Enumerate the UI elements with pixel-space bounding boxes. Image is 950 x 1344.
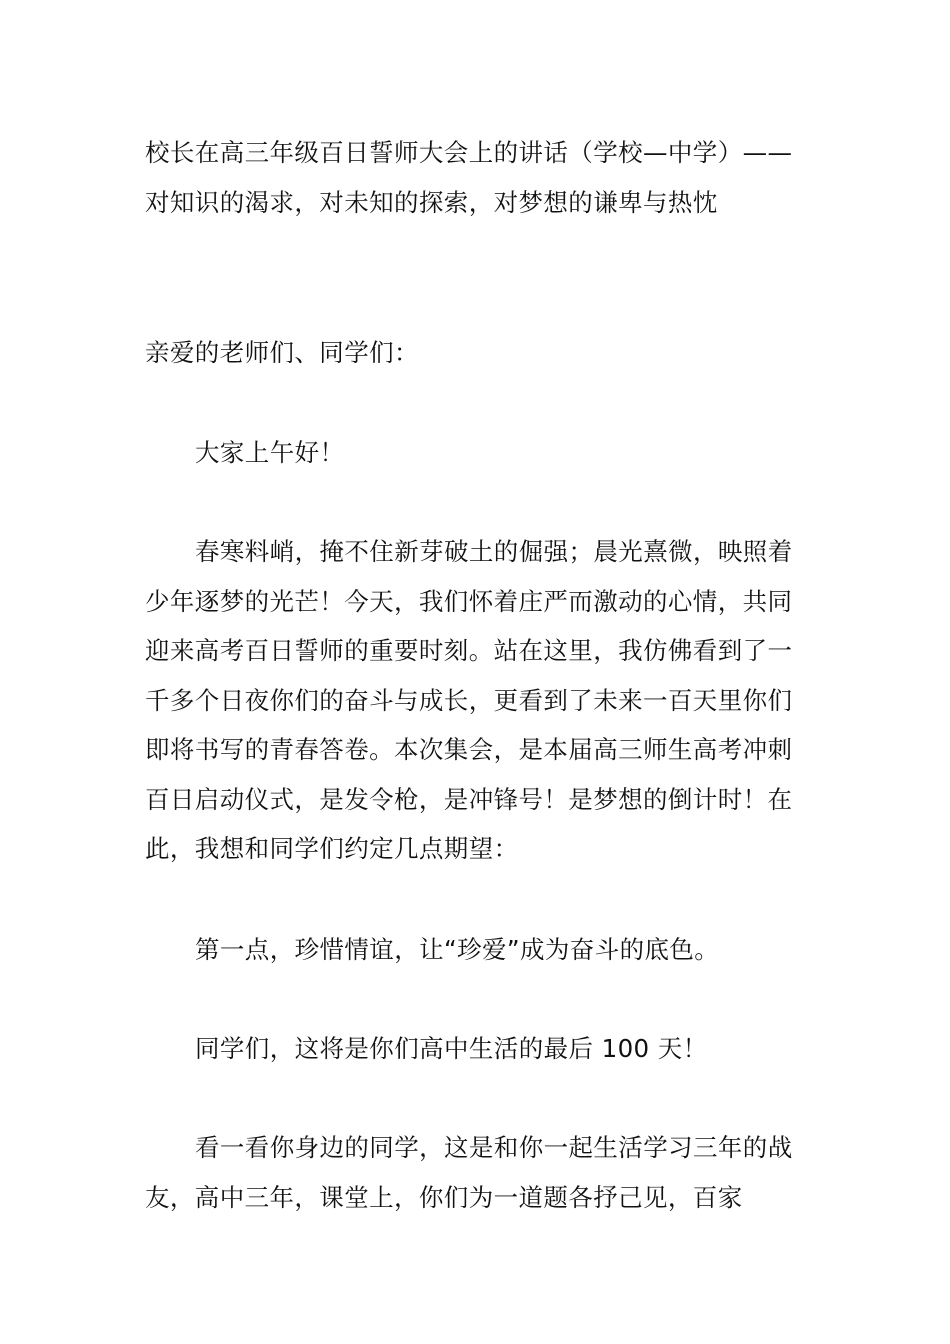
paragraph-classmates: 看一看你身边的同学，这是和你一起生活学习三年的战友，高中三年，课堂上，你们为一道题各抒己见，百家	[145, 1133, 793, 1212]
paragraph-last-100-days: 同学们，这将是你们高中生活的最后 100 天！	[195, 1034, 708, 1063]
paragraph-point-one: 第一点，珍惜情谊，让“珍爱”成为奋斗的底色。	[195, 935, 720, 964]
paragraph-opening: 春寒料峭，掩不住新芽破土的倔强；晨光熹微，映照着少年逐梦的光芒！今天，我们怀着庄严而激动的心情，共同迎来高考百日誓师的重要时刻。站在这里，我仿佛看到了一千多个日夜你们的奋斗与成长，更看到了未来一百天里你们即将书写的青春答卷。本次集会，是本届高三师生高考冲刺百日启动仪式，是发令枪，是冲锋号！是梦想的倒计时！在此，我想和同学们约定几点期望：	[145, 537, 793, 863]
paragraph-greeting: 大家上午好！	[195, 438, 345, 467]
salutation: 亲爱的老师们、同学们：	[145, 338, 419, 367]
document-title: 校长在高三年级百日誓师大会上的讲话（学校—中学）——对知识的渴求，对未知的探索，对梦想的谦卑与热忱	[145, 138, 793, 217]
